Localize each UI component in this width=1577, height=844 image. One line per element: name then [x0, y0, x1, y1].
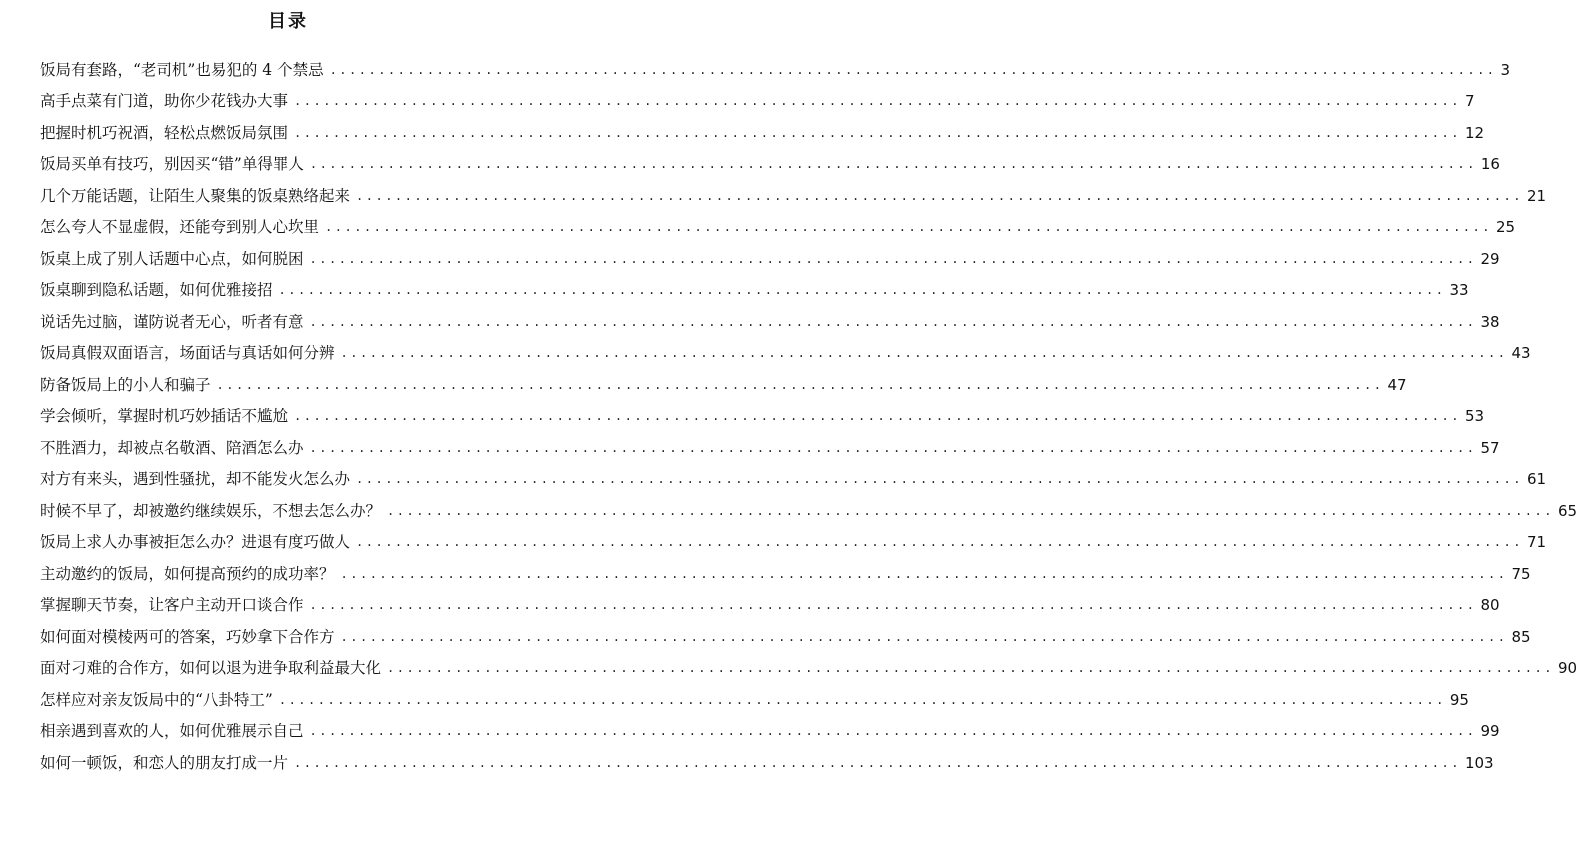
dot-leader: ........................................................................................................................ — [356, 472, 1523, 486]
toc-entry-title: 饭局有套路，“老司机”也易犯的 4 个禁忌 — [40, 60, 324, 79]
toc-entry-title: 如何面对模棱两可的答案，巧妙拿下合作方 — [40, 627, 335, 646]
dot-leader: ........................................................................................................................ — [278, 692, 1446, 707]
dot-leader: ........................................................................................................................ — [309, 440, 1477, 455]
toc-entry[interactable] — [40, 174, 1547, 206]
toc-entry[interactable] — [40, 741, 1494, 773]
toc-entry-page-number: 21 — [1526, 186, 1547, 205]
toc-entry-title: 怎样应对亲友饭局中的“八卦特工” — [40, 690, 273, 709]
toc-entry-title: 相亲遇到喜欢的人，如何优雅展示自己 — [40, 722, 304, 740]
toc-entry-page-number: 43 — [1511, 344, 1531, 362]
toc-entry-page-number: 65 — [1557, 501, 1577, 520]
toc-entry-title: 饭桌上成了别人话题中心点，如何脱困 — [40, 249, 304, 268]
dot-leader: ........................................................................................................................ — [294, 755, 1461, 770]
toc-entry-page-number: 25 — [1495, 218, 1516, 236]
toc-entry[interactable] — [40, 237, 1500, 269]
toc-entry[interactable] — [40, 363, 1407, 395]
toc-entry-page-number: 16 — [1480, 155, 1500, 173]
toc-entry-title: 说话先过脑，谨防说者无心，听者有意 — [40, 312, 304, 331]
dot-leader: ........................................................................................................................ — [216, 377, 1384, 392]
toc-entry-title: 高手点菜有门道，助你少花钱办大事 — [40, 92, 289, 110]
toc-entry-page-number: 57 — [1480, 438, 1500, 457]
dot-leader: ........................................................................................................................ — [278, 283, 1446, 297]
toc-entry-title: 如何一顿饭，和恋人的朋友打成一片 — [40, 753, 289, 772]
toc-entry-title: 把握时机巧祝酒，轻松点燃饭局氛围 — [40, 123, 289, 142]
toc-entry[interactable] — [40, 80, 1475, 112]
toc-entry[interactable] — [40, 426, 1500, 458]
toc-entry[interactable] — [40, 458, 1547, 490]
toc-entry-page-number: 80 — [1480, 596, 1500, 614]
toc-entry-page-number: 38 — [1480, 312, 1500, 331]
toc-entry[interactable] — [40, 269, 1469, 301]
toc-entry-page-number: 75 — [1511, 564, 1531, 583]
toc-entry-title: 几个万能话题，让陌生人聚集的饭桌熟络起来 — [40, 186, 351, 205]
toc-entry[interactable] — [40, 111, 1485, 143]
toc-entry-page-number: 103 — [1464, 753, 1494, 772]
dot-leader: ........................................................................................................................ — [387, 503, 1554, 518]
toc-entry-page-number: 95 — [1449, 690, 1469, 709]
toc-entry-title: 面对刁难的合作方，如何以退为进争取利益最大化 — [40, 659, 382, 677]
toc-entry[interactable] — [40, 300, 1500, 332]
toc-entry[interactable] — [40, 678, 1469, 710]
toc-entry[interactable] — [40, 489, 1577, 521]
toc-entry[interactable] — [40, 615, 1531, 647]
dot-leader: ........................................................................................................................ — [356, 535, 1523, 549]
dot-leader: ........................................................................................................................ — [340, 629, 1508, 644]
toc-entry[interactable] — [40, 48, 1511, 80]
toc-entry-page-number: 61 — [1526, 470, 1547, 488]
dot-leader: ........................................................................................................................ — [309, 598, 1477, 612]
toc-entry[interactable] — [40, 584, 1500, 616]
dot-leader: ........................................................................................................................ — [340, 566, 1508, 581]
toc-entry-page-number: 99 — [1480, 722, 1500, 740]
dot-leader: ........................................................................................................................ — [325, 220, 1492, 234]
toc-entry[interactable] — [40, 206, 1516, 238]
toc-entry-page-number: 12 — [1464, 123, 1485, 142]
toc-entry-page-number: 3 — [1500, 60, 1511, 79]
dot-leader: ........................................................................................................................ — [387, 661, 1554, 675]
dot-leader: ........................................................................................................................ — [294, 94, 1461, 108]
dot-leader: ........................................................................................................................ — [309, 251, 1477, 266]
dot-leader: ........................................................................................................................ — [329, 62, 1497, 77]
dot-leader: ........................................................................................................................ — [309, 314, 1477, 329]
toc-entry-page-number: 47 — [1387, 375, 1407, 394]
toc-entry-title: 主动邀约的饭局，如何提高预约的成功率？ — [40, 564, 335, 583]
toc-entry-title: 防备饭局上的小人和骗子 — [40, 375, 211, 394]
toc-entry-title: 饭桌聊到隐私话题，如何优雅接招 — [40, 281, 273, 299]
dot-leader: ........................................................................................................................ — [294, 409, 1461, 423]
toc-entry-title: 时候不早了，却被邀约继续娱乐，不想去怎么办？ — [40, 501, 382, 520]
toc-entry-title: 学会倾听，掌握时机巧妙插话不尴尬 — [40, 407, 289, 425]
dot-leader: ........................................................................................................................ — [340, 346, 1508, 360]
toc-entry-title: 饭局上求人办事被拒怎么办？进退有度巧做人 — [40, 533, 351, 551]
toc-entry-title: 不胜酒力，却被点名敬酒、陪酒怎么办 — [40, 438, 304, 457]
toc-entry-page-number: 7 — [1464, 92, 1475, 110]
toc-entry-title: 饭局真假双面语言，场面话与真话如何分辨 — [40, 344, 335, 362]
dot-leader: ........................................................................................................................ — [356, 188, 1523, 203]
toc-entry[interactable] — [40, 552, 1531, 584]
toc-entry-page-number: 71 — [1526, 533, 1547, 551]
toc-entry[interactable] — [40, 521, 1547, 553]
toc-entry[interactable] — [40, 710, 1500, 742]
toc-entry-page-number: 33 — [1449, 281, 1469, 299]
dot-leader: ........................................................................................................................ — [294, 125, 1461, 140]
toc-entry-page-number: 90 — [1557, 659, 1577, 677]
toc-entry[interactable] — [40, 647, 1577, 679]
dot-leader: ........................................................................................................................ — [309, 724, 1477, 738]
toc-entry[interactable] — [40, 395, 1485, 427]
toc-entry-page-number: 53 — [1464, 407, 1485, 425]
dot-leader: ........................................................................................................................ — [309, 157, 1477, 171]
toc-list — [40, 48, 1577, 773]
toc-entry[interactable] — [40, 143, 1500, 175]
toc-entry-title: 掌握聊天节奏，让客户主动开口谈合作 — [40, 596, 304, 614]
toc-entry-title: 对方有来头，遇到性骚扰，却不能发火怎么办 — [40, 470, 351, 488]
toc-entry-page-number: 85 — [1511, 627, 1531, 646]
toc-entry-title: 饭局买单有技巧，别因买“错”单得罪人 — [40, 155, 304, 173]
toc-entry-title: 怎么夸人不显虚假，还能夸到别人心坎里 — [40, 218, 320, 236]
toc-entry[interactable] — [40, 332, 1531, 364]
toc-title: 目录 — [268, 11, 308, 32]
toc-entry-page-number: 29 — [1480, 249, 1500, 268]
